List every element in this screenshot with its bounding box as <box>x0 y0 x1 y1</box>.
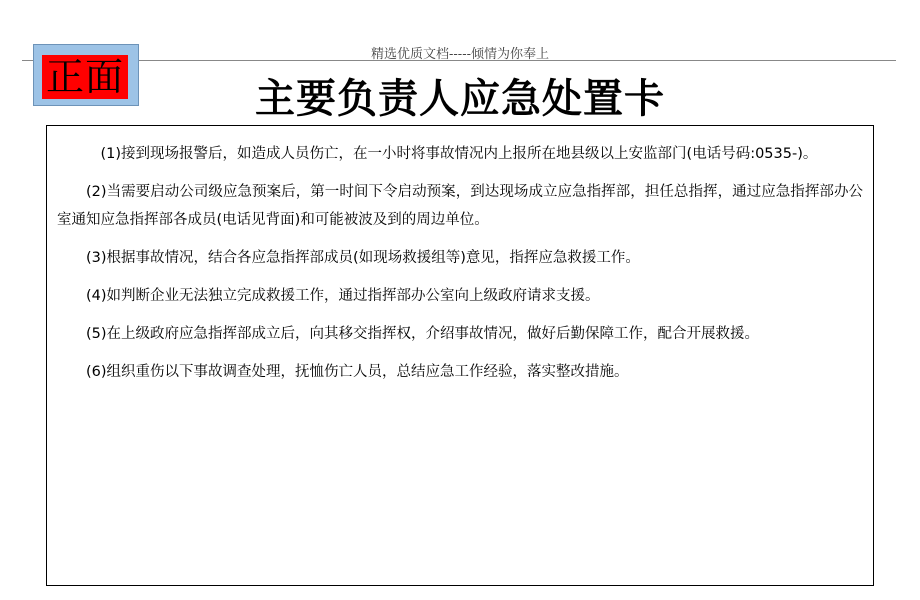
paragraph-3: (3)根据事故情况，结合各应急指挥部成员(如现场救援组等)意见，指挥应急救援工作。 <box>86 250 640 266</box>
paragraph-2: (2)当需要启动公司级应急预案后，第一时间下令启动预案，到达现场成立应急指挥部，担任总指挥，通过应急指挥部办公室通知应急指挥部各成员(电话见背面)和可能被波及到的周边单位。 <box>57 184 863 228</box>
badge-label: 正面 <box>42 55 128 99</box>
document-title: 主要负责人应急处置卡 <box>255 76 665 122</box>
content-box <box>46 125 874 586</box>
page-header: 精选优质文档-----倾情为你奉上 <box>371 47 549 62</box>
header-divider <box>22 60 896 61</box>
paragraph-1: (1)接到现场报警后，如造成人员伤亡，在一小时将事故情况内上报所在地县级以上安监部门(电话号码:0535-)。 <box>100 146 818 162</box>
paragraph-5: (5)在上级政府应急指挥部成立后，向其移交指挥权，介绍事故情况，做好后勤保障工作，配合开展救援。 <box>86 326 760 342</box>
paragraph-6: (6)组织重伤以下事故调查处理，抚恤伤亡人员，总结应急工作经验，落实整改措施。 <box>86 364 629 380</box>
paragraph-4: (4)如判断企业无法独立完成救援工作，通过指挥部办公室向上级政府请求支援。 <box>86 288 600 304</box>
